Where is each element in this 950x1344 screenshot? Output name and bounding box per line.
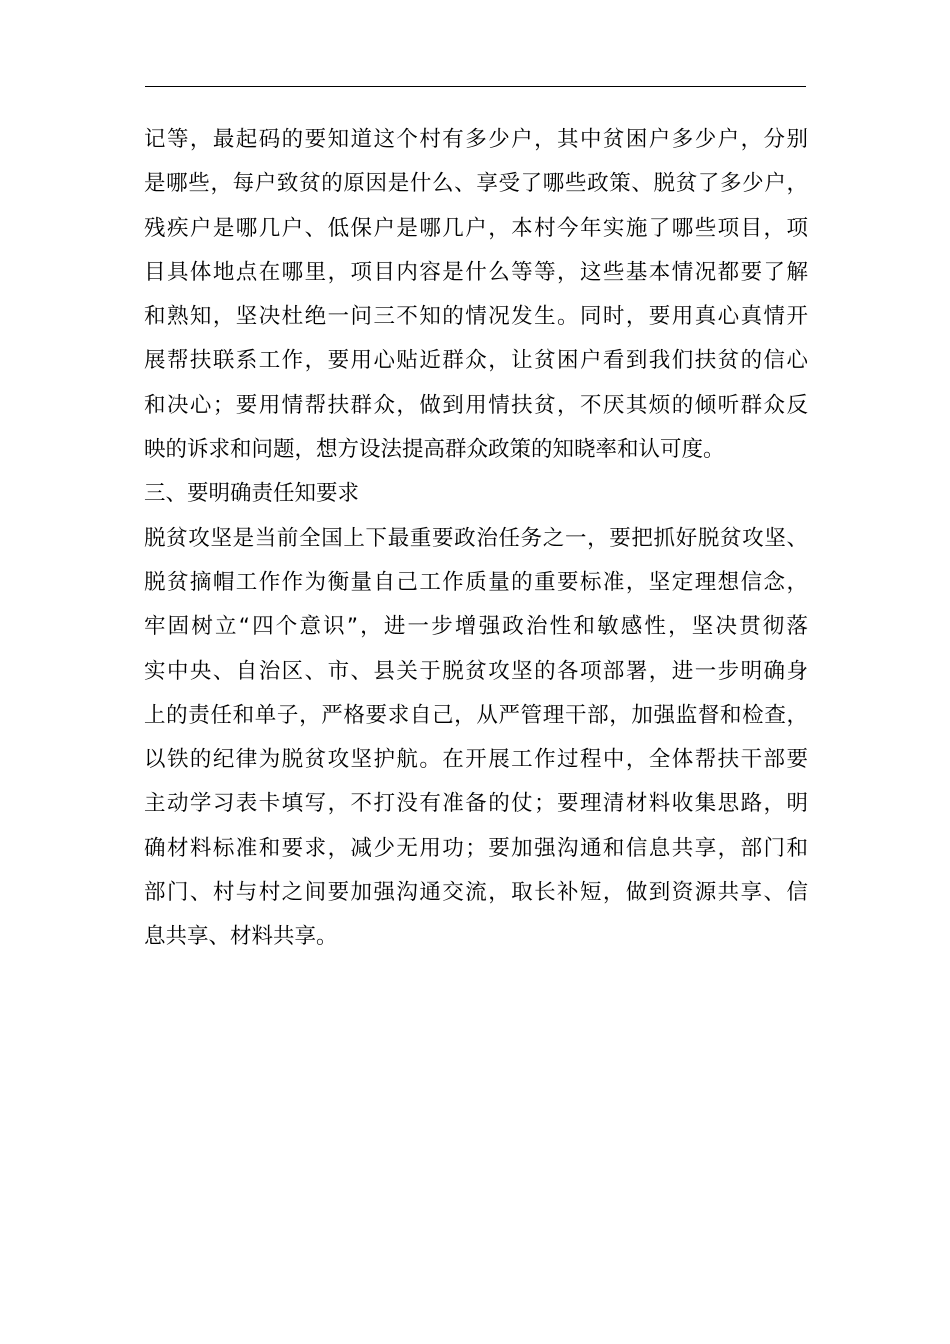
text-line: 和决心；要用情帮扶群众，做到用情扶贫，不厌其烦的倾听群众反 [144, 392, 808, 418]
paragraph-2 [144, 517, 808, 960]
header-rule [145, 86, 806, 87]
paragraph-1 [144, 118, 808, 472]
text-line: 确材料标准和要求，减少无用功；要加强沟通和信息共享，部门和 [144, 835, 808, 861]
text-line: 部门、村与村之间要加强沟通交流，取长补短，做到资源共享、信 [144, 880, 808, 906]
section-heading: 三、要明确责任知要求 [144, 481, 360, 507]
text-line: 息共享、材料共享。 [144, 924, 338, 950]
text-line: 主动学习表卡填写，不打没有准备的仗；要理清材料收集思路，明 [144, 791, 808, 817]
text-line: 上的责任和单子，严格要求自己，从严管理干部，加强监督和检查， [144, 702, 808, 728]
text-line: 以铁的纪律为脱贫攻坚护航。在开展工作过程中，全体帮扶干部要 [144, 747, 808, 773]
document-body [144, 118, 808, 960]
text-line: 和熟知，坚决杜绝一问三不知的情况发生。同时，要用真心真情开 [144, 304, 808, 330]
text-line: 脱贫攻坚是当前全国上下最重要政治任务之一，要把抓好脱贫攻坚、 [144, 525, 808, 551]
text-line: 是哪些，每户致贫的原因是什么、享受了哪些政策、脱贫了多少户， [144, 171, 808, 197]
text-line: 映的诉求和问题，想方设法提高群众政策的知晓率和认可度。 [144, 437, 725, 463]
text-line: 目具体地点在哪里，项目内容是什么等等，这些基本情况都要了解 [144, 259, 808, 285]
text-line: 展帮扶联系工作，要用心贴近群众，让贫困户看到我们扶贫的信心 [144, 348, 808, 374]
text-line: 残疾户是哪几户、低保户是哪几户，本村今年实施了哪些项目，项 [144, 215, 808, 241]
text-line: 脱贫摘帽工作作为衡量自己工作质量的重要标准，坚定理想信念， [144, 569, 808, 595]
text-line: 实中央、自治区、市、县关于脱贫攻坚的各项部署，进一步明确身 [144, 658, 808, 684]
text-line: 记等，最起码的要知道这个村有多少户，其中贫困户多少户，分别 [144, 127, 808, 152]
text-line: 牢固树立“四个意识”，进一步增强政治性和敏感性，坚决贯彻落 [144, 614, 808, 640]
